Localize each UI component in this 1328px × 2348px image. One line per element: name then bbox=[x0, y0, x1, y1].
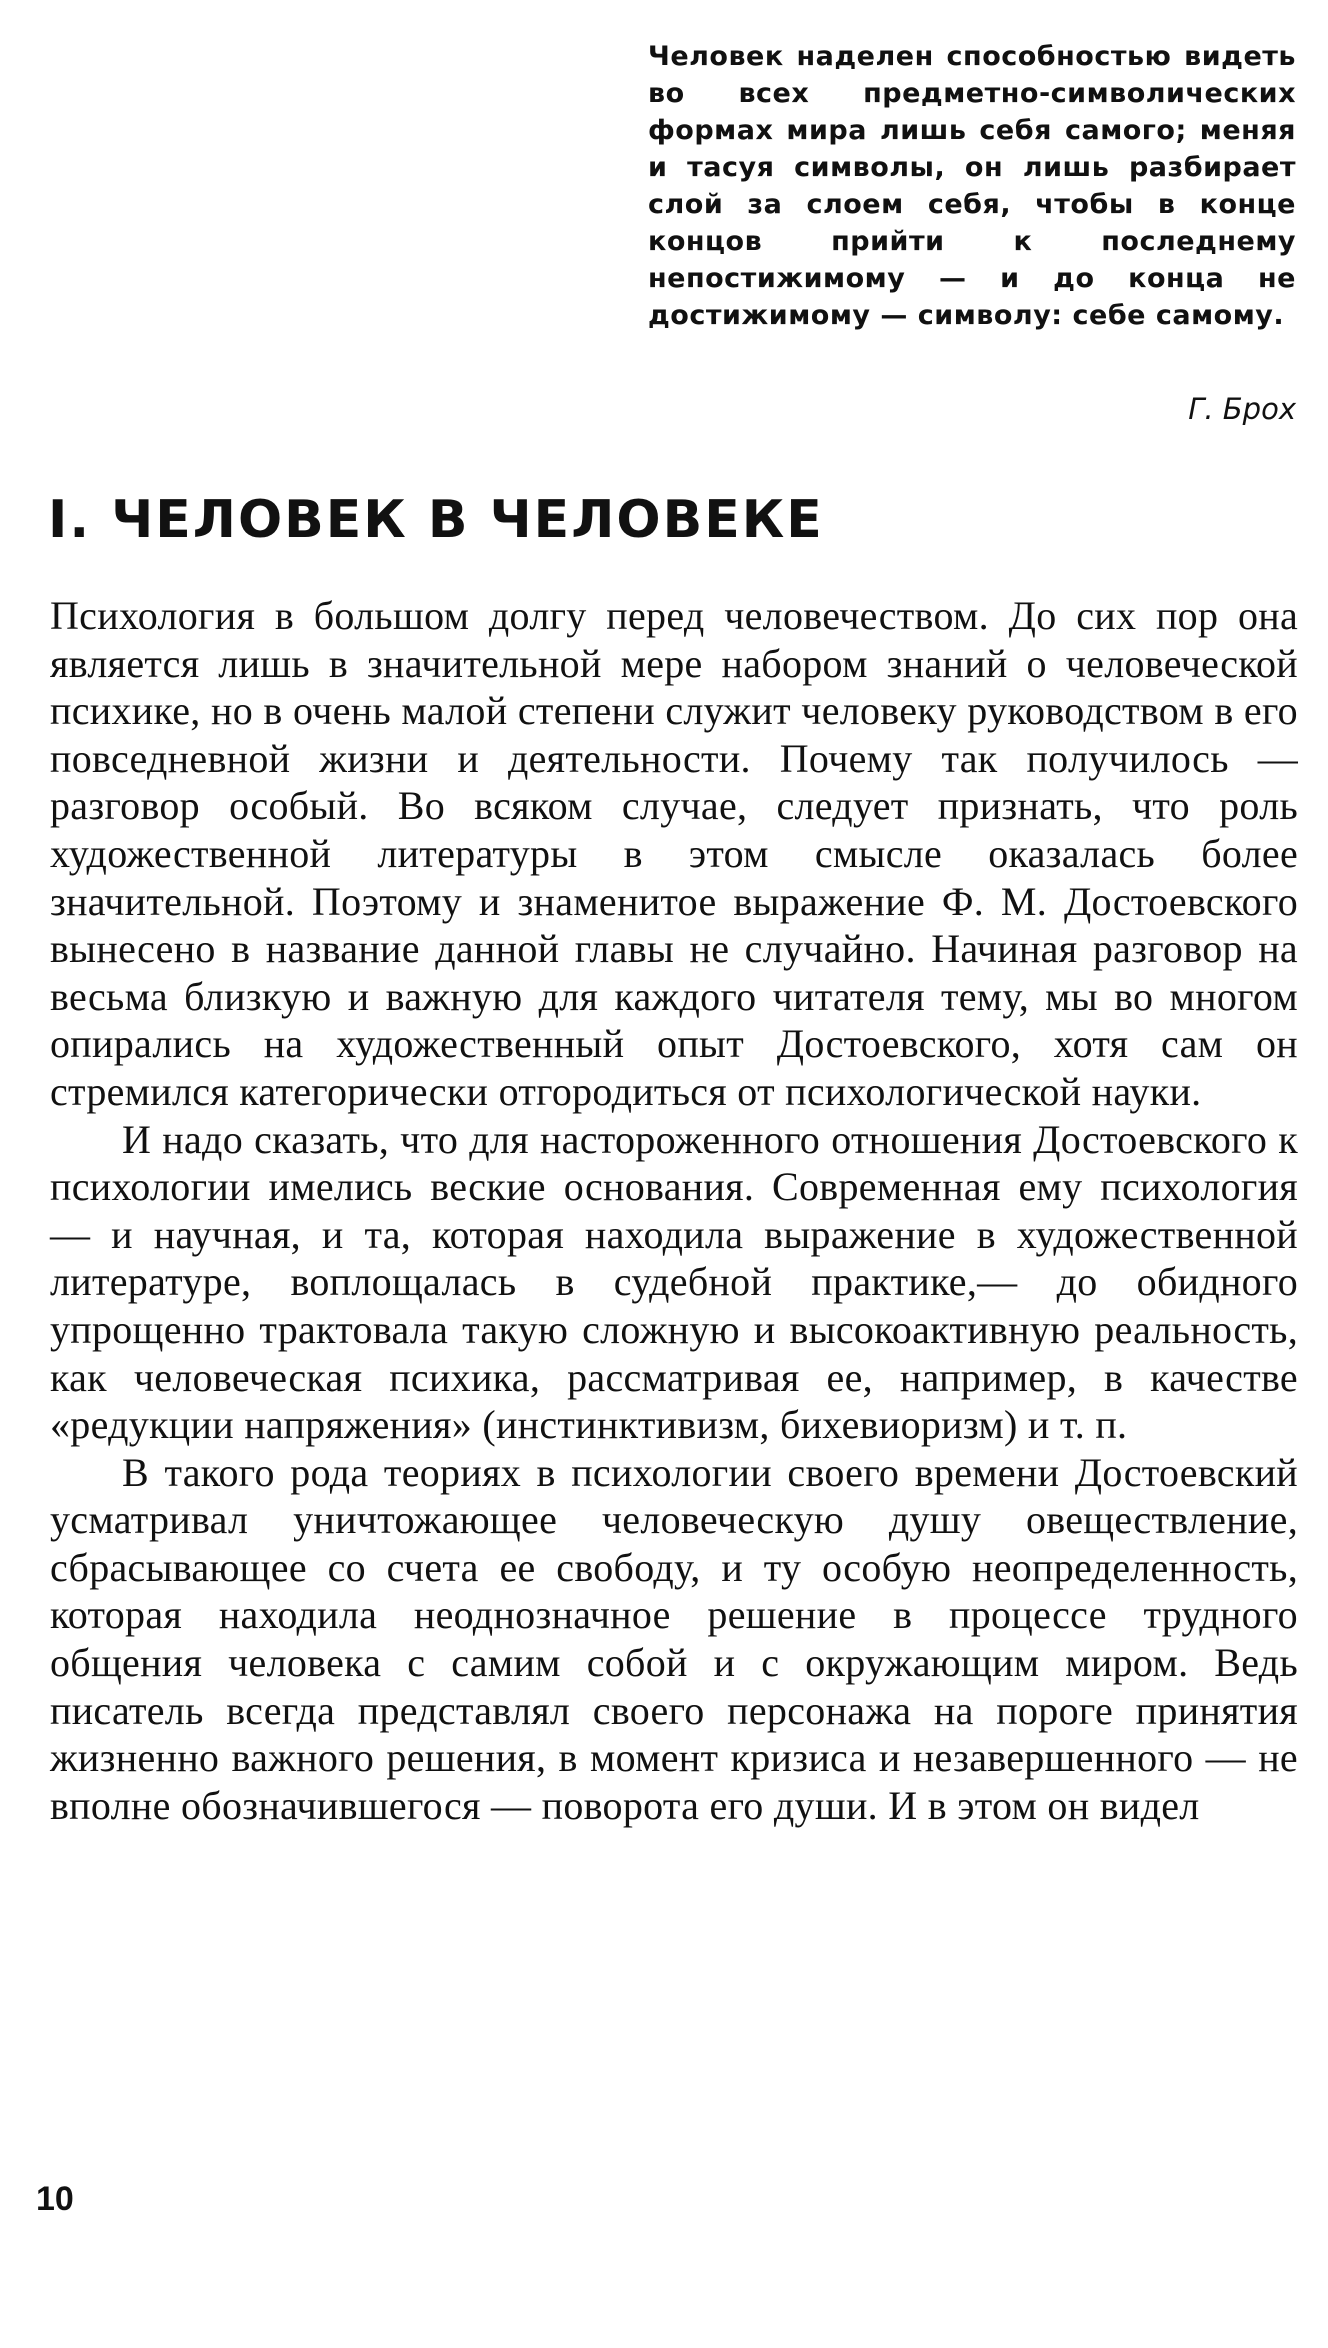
paragraph: И надо сказать, что для настороженного отношения Достоевского к психологии имелись веские основания. Современная ему психология — и научная, и та, которая находила выражение в художественной литературе, воплощалась в судебной практике,— до обидного упрощенно трактовала такую сложную и высокоактивную реальность, как человеческая психика, рассматривая ее, например, в качестве «редукции напряжения» (инстинктивизм, бихевиоризм) и т. п. bbox=[50, 1116, 1298, 1448]
epigraph-text: Человек наделен способностью видеть во всех предметно-символических формах мира лишь себя самого; меняя и тасуя символы, он лишь разбирает слой за слоем себя, чтобы в конце концов прийти к последнему непостижимому — и до конца не достижимому — символу: себе самому. bbox=[648, 41, 1296, 331]
body-text bbox=[50, 592, 1298, 1829]
epigraph bbox=[648, 38, 1296, 334]
page-number: 10 bbox=[36, 2180, 74, 2218]
paragraph: В такого рода теориях в психологии своего времени Достоевский усматривал уничтожающее человеческую душу овеществление, сбрасывающее со счета ее свободу, и ту особую неопределенность, которая находила неоднозначное решение в процессе трудного общения человека с самим собой и с окружающим миром. Ведь писатель всегда представлял своего персонажа на пороге принятия жизненно важного решения, в момент кризиса и незавершенного — не вполне обозначившегося — поворота его души. И в этом он видел bbox=[50, 1449, 1298, 1828]
chapter-title: I. ЧЕЛОВЕК В ЧЕЛОВЕКЕ bbox=[48, 490, 824, 550]
epigraph-author: Г. Брох bbox=[1188, 392, 1296, 426]
paragraph: Психология в большом долгу перед человечеством. До сих пор она является лишь в значительной мере набором знаний о человеческой психике, но в очень малой степени служит человеку руководством в его повседневной жизни и деятельности. Почему так получилось — разговор особый. Во всяком случае, следует признать, что роль художественной литературы в этом смысле оказалась более значительной. Поэтому и знаменитое выражение Ф. М. Достоевского вынесено в название данной главы не случайно. Начиная разговор на весьма близкую и важную для каждого читателя тему, мы во многом опирались на художественный опыт Достоевского, хотя сам он стремился категорически отгородиться от психологической науки. bbox=[50, 593, 1298, 1114]
